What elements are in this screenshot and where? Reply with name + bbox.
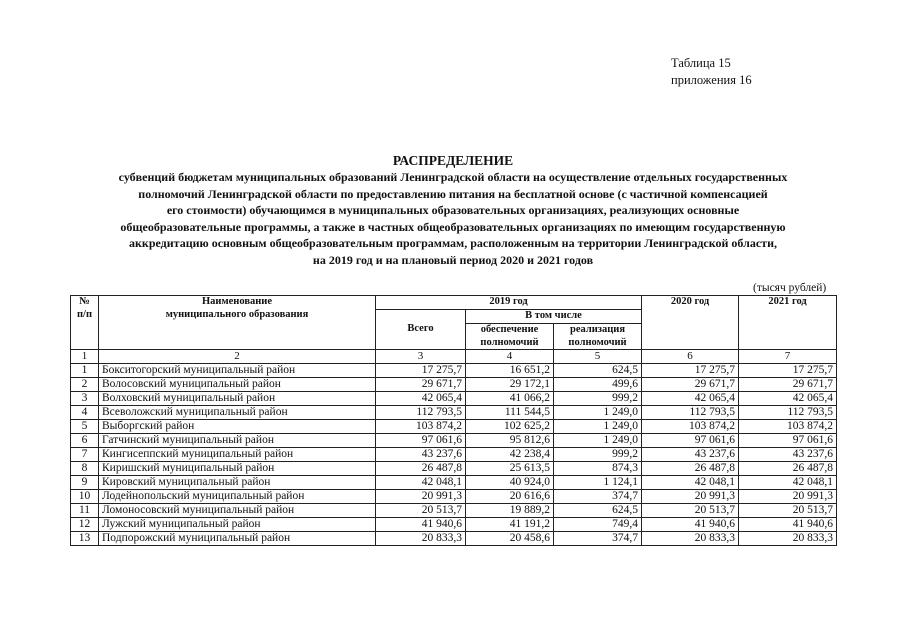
subtitle-line: субвенций бюджетам муниципальных образований Ленинградской области на осуществление отдельных государственных [118, 170, 788, 184]
municipality-name: Выборгский район [99, 420, 376, 434]
municipality-name: Киришский муниципальный район [99, 462, 376, 476]
header-2020: 2020 год [642, 296, 739, 350]
header-number-symbol: № [79, 296, 90, 307]
amount-2021: 42 048,1 [739, 476, 837, 490]
header-2021: 2021 год [739, 296, 837, 350]
amount-2021: 42 065,4 [739, 392, 837, 406]
row-number: 2 [71, 378, 99, 392]
implementation-2019: 499,6 [554, 378, 642, 392]
header-row [71, 296, 837, 310]
amount-2020: 41 940,6 [642, 518, 739, 532]
support-2019: 40 924,0 [466, 476, 554, 490]
implementation-2019: 374,7 [554, 532, 642, 546]
table-row [71, 392, 837, 406]
subtitle-line: аккредитацию основным общеобразовательным программам, расположенным на территории Ленинградской области, [129, 236, 777, 250]
column-number: 4 [466, 350, 554, 364]
amount-2021: 112 793,5 [739, 406, 837, 420]
implementation-2019: 999,2 [554, 392, 642, 406]
amount-2020: 26 487,8 [642, 462, 739, 476]
table-reference [671, 55, 752, 89]
row-number: 12 [71, 518, 99, 532]
total-2019: 20 833,3 [376, 532, 466, 546]
column-number: 2 [99, 350, 376, 364]
implementation-2019: 1 249,0 [554, 420, 642, 434]
municipality-name: Волховский муниципальный район [99, 392, 376, 406]
column-number: 6 [642, 350, 739, 364]
total-2019: 103 874,2 [376, 420, 466, 434]
municipality-name: Лодейнопольский муниципальный район [99, 490, 376, 504]
table-row [71, 378, 837, 392]
column-number: 3 [376, 350, 466, 364]
municipality-name: Кингисеппский муниципальный район [99, 448, 376, 462]
support-2019: 29 172,1 [466, 378, 554, 392]
row-number: 4 [71, 406, 99, 420]
table-row [71, 476, 837, 490]
table-row [71, 406, 837, 420]
total-2019: 29 671,7 [376, 378, 466, 392]
header-2019: 2019 год [376, 296, 642, 310]
support-2019: 19 889,2 [466, 504, 554, 518]
total-2019: 43 237,6 [376, 448, 466, 462]
amount-2020: 42 048,1 [642, 476, 739, 490]
table-row [71, 532, 837, 546]
implementation-2019: 749,4 [554, 518, 642, 532]
row-number: 6 [71, 434, 99, 448]
amount-2021: 20 513,7 [739, 504, 837, 518]
municipality-name: Лужский муниципальный район [99, 518, 376, 532]
amount-2021: 20 991,3 [739, 490, 837, 504]
header-municipality [99, 296, 376, 350]
amount-2020: 42 065,4 [642, 392, 739, 406]
amount-2020: 103 874,2 [642, 420, 739, 434]
header-implementation [554, 324, 642, 350]
distribution-table [70, 295, 837, 546]
table-number: Таблица 15 [671, 56, 731, 70]
support-2019: 102 625,2 [466, 420, 554, 434]
amount-2021: 20 833,3 [739, 532, 837, 546]
units-label: (тысяч рублей) [753, 282, 827, 294]
subtitle-line: полномочий Ленинградской области по предоставлению питания на бесплатной основе (с частичной компенсацией [138, 186, 768, 201]
municipality-name: Кировский муниципальный район [99, 476, 376, 490]
support-2019: 41 066,2 [466, 392, 554, 406]
column-numbers-row [71, 350, 837, 364]
column-number: 5 [554, 350, 642, 364]
row-number: 11 [71, 504, 99, 518]
municipality-name: Гатчинский муниципальный район [99, 434, 376, 448]
total-2019: 20 991,3 [376, 490, 466, 504]
header-including: В том числе [466, 310, 642, 324]
total-2019: 41 940,6 [376, 518, 466, 532]
table-row [71, 504, 837, 518]
implementation-2019: 999,2 [554, 448, 642, 462]
municipality-name: Подпорожский муниципальный район [99, 532, 376, 546]
header-support [466, 324, 554, 350]
header-support-line1: обеспечение [480, 324, 539, 335]
amount-2021: 43 237,6 [739, 448, 837, 462]
amount-2020: 112 793,5 [642, 406, 739, 420]
row-number: 13 [71, 532, 99, 546]
amount-2020: 97 061,6 [642, 434, 739, 448]
total-2019: 97 061,6 [376, 434, 466, 448]
header-name-line1: Наименование [202, 296, 272, 307]
total-2019: 20 513,7 [376, 504, 466, 518]
support-2019: 20 458,6 [466, 532, 554, 546]
amount-2020: 17 275,7 [642, 364, 739, 378]
amount-2020: 43 237,6 [642, 448, 739, 462]
row-number: 10 [71, 490, 99, 504]
table-row [71, 518, 837, 532]
subtitle-line: общеобразовательные программы, а также в частных общеобразовательных организациях по имеющим государственную [120, 219, 786, 234]
support-2019: 111 544,5 [466, 406, 554, 420]
header-impl-line1: реализация [569, 324, 626, 335]
total-2019: 17 275,7 [376, 364, 466, 378]
amount-2021: 41 940,6 [739, 518, 837, 532]
amount-2021: 26 487,8 [739, 462, 837, 476]
row-number: 5 [71, 420, 99, 434]
total-2019: 42 048,1 [376, 476, 466, 490]
support-2019: 16 651,2 [466, 364, 554, 378]
table-row [71, 420, 837, 434]
table-row [71, 462, 837, 476]
header-number-abbr: п/п [76, 308, 93, 320]
implementation-2019: 374,7 [554, 490, 642, 504]
total-2019: 42 065,4 [376, 392, 466, 406]
row-number: 7 [71, 448, 99, 462]
support-2019: 42 238,4 [466, 448, 554, 462]
row-number: 1 [71, 364, 99, 378]
implementation-2019: 874,3 [554, 462, 642, 476]
header-total: Всего [376, 310, 466, 350]
table-row [71, 448, 837, 462]
implementation-2019: 624,5 [554, 504, 642, 518]
subtitle-line: на 2019 год и на плановый период 2020 и 2021 годов [312, 252, 594, 267]
support-2019: 25 613,5 [466, 462, 554, 476]
column-number: 1 [71, 350, 99, 364]
amount-2021: 17 275,7 [739, 364, 837, 378]
table-row [71, 364, 837, 378]
municipality-name: Ломоносовский муниципальный район [99, 504, 376, 518]
support-2019: 95 812,6 [466, 434, 554, 448]
support-2019: 41 191,2 [466, 518, 554, 532]
municipality-name: Всеволожский муниципальный район [99, 406, 376, 420]
total-2019: 112 793,5 [376, 406, 466, 420]
header-support-line2: полномочий [480, 336, 539, 348]
implementation-2019: 1 124,1 [554, 476, 642, 490]
document-heading [40, 152, 866, 268]
amount-2020: 29 671,7 [642, 378, 739, 392]
total-2019: 26 487,8 [376, 462, 466, 476]
document-title: РАСПРЕДЕЛЕНИЕ [392, 153, 514, 168]
header-name-line2: муниципального образования [165, 308, 309, 320]
amount-2020: 20 833,3 [642, 532, 739, 546]
row-number: 3 [71, 392, 99, 406]
amount-2021: 103 874,2 [739, 420, 837, 434]
header-number [71, 296, 99, 350]
table-row [71, 490, 837, 504]
amount-2021: 97 061,6 [739, 434, 837, 448]
support-2019: 20 616,6 [466, 490, 554, 504]
amount-2020: 20 991,3 [642, 490, 739, 504]
subtitle-line: его стоимости) обучающимся в муниципальных образовательных организациях, реализующих основные [166, 203, 740, 217]
amount-2020: 20 513,7 [642, 504, 739, 518]
row-number: 8 [71, 462, 99, 476]
table-body [71, 364, 837, 546]
amount-2021: 29 671,7 [739, 378, 837, 392]
implementation-2019: 1 249,0 [554, 406, 642, 420]
table-row [71, 434, 837, 448]
appendix-reference: приложения 16 [671, 73, 752, 87]
header-impl-line2: полномочий [568, 336, 627, 348]
municipality-name: Волосовский муниципальный район [99, 378, 376, 392]
implementation-2019: 1 249,0 [554, 434, 642, 448]
row-number: 9 [71, 476, 99, 490]
municipality-name: Бокситогорский муниципальный район [99, 364, 376, 378]
column-number: 7 [739, 350, 837, 364]
implementation-2019: 624,5 [554, 364, 642, 378]
